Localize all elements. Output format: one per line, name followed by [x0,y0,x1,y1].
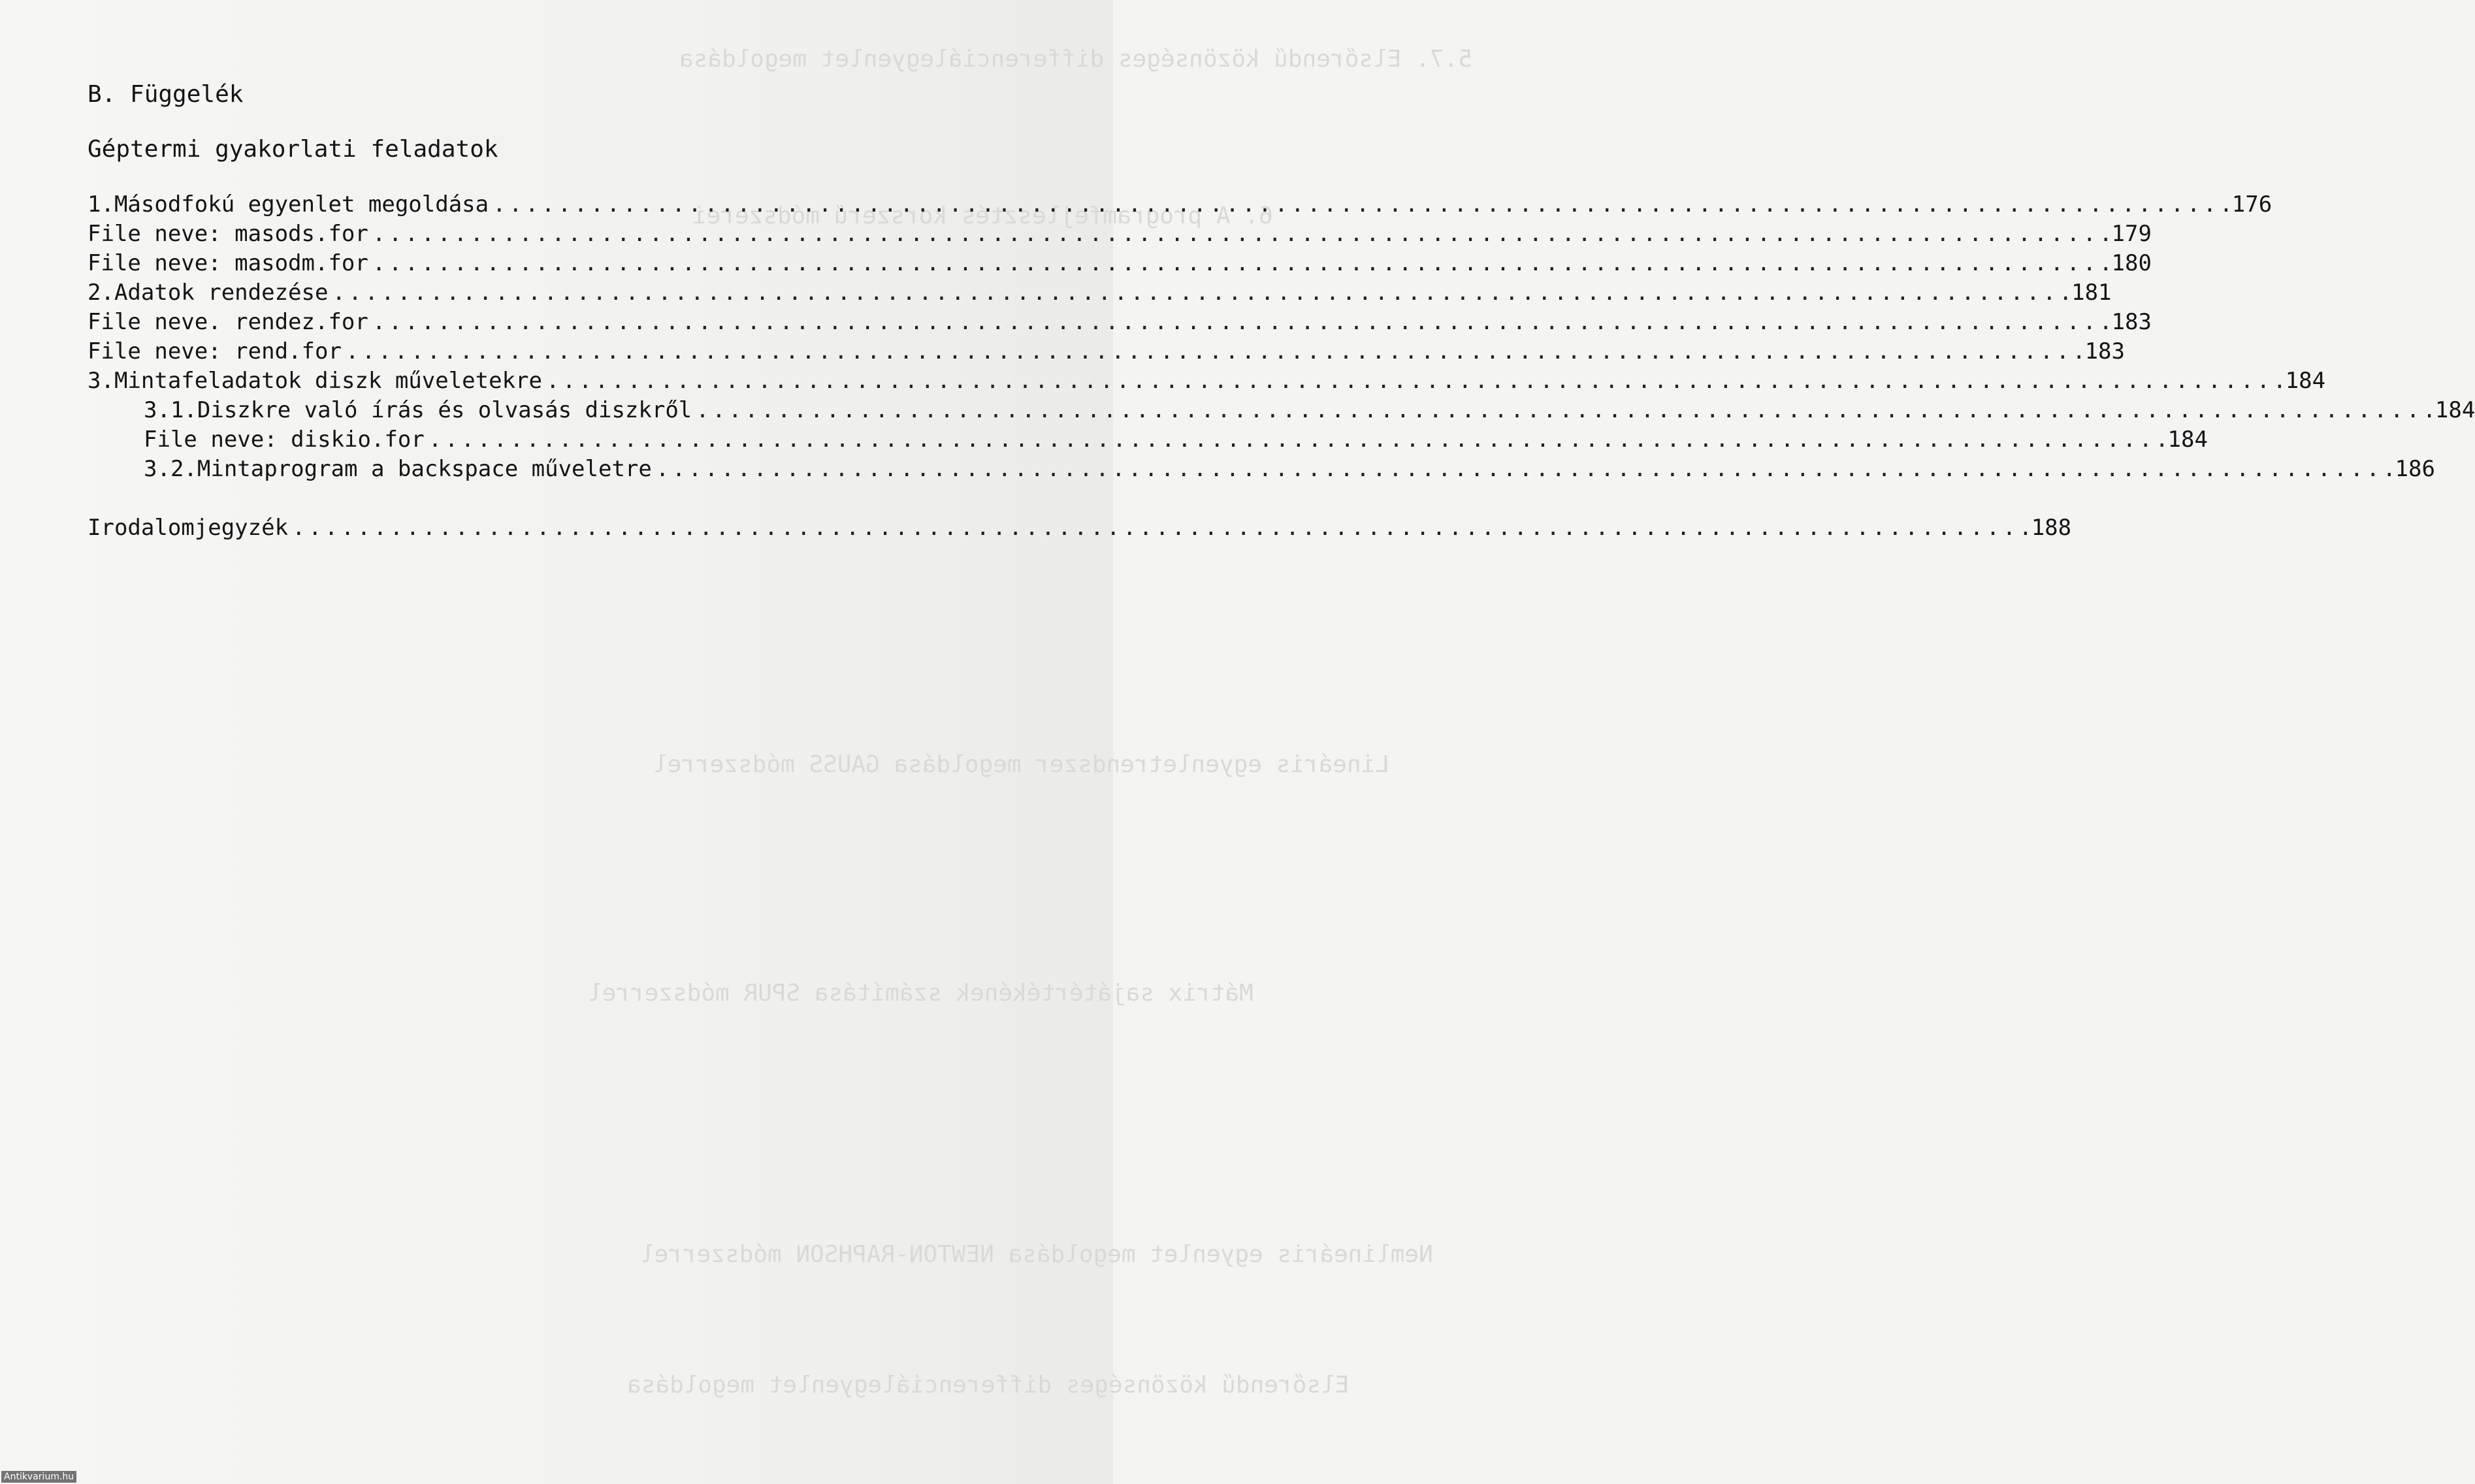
toc-title: Adatok rendezése [114,280,329,306]
leader-dots [346,336,2080,366]
leader-dots [332,278,2067,308]
leader-dots [696,395,2431,425]
toc-number: 1. [88,191,114,218]
toc-page: 181 [2071,280,2112,306]
toc-entry [88,513,2072,543]
toc-entry [88,366,2326,396]
leader-dots [372,307,2107,337]
leader-dots [546,366,2281,396]
toc-page: 188 [2031,515,2072,541]
toc-title: Mintaprogram a backspace műveletre [197,456,652,482]
toc-entry [144,454,2435,484]
leader-dots [493,189,2227,219]
leader-dots [292,513,2027,543]
toc-number: 3.1. [144,397,197,423]
appendix-title: Géptermi gyakorlati feladatok [88,136,498,163]
toc-title: File neve: masodm.for [88,250,368,276]
toc-entry [88,189,2273,219]
toc-page: 176 [2231,191,2273,218]
toc-page: 184 [2435,397,2475,423]
toc-title: File neve: diskio.for [144,427,425,453]
toc-entry [88,336,2125,366]
toc-title: File neve: masods.for [88,221,368,247]
toc-title: File neve. rendez.for [88,309,368,335]
watermark-credit: Antikvarium.hu [1,1471,76,1483]
toc-page: 179 [2111,221,2152,247]
toc-number: 2. [88,280,114,306]
toc-entry [88,248,2152,278]
toc-page: 184 [2167,427,2208,453]
toc-title: Diszkre való írás és olvasás diszkről [197,397,692,423]
toc-page: 180 [2111,250,2152,276]
toc-page: 183 [2111,309,2152,335]
toc-number: 3.2. [144,456,197,482]
toc-number: 3. [88,368,114,394]
leader-dots [429,425,2163,455]
toc-entry [88,278,2112,308]
toc-entry [144,425,2208,455]
leader-dots [372,248,2107,278]
toc-title: Másodfokú egyenlet megoldása [114,191,489,218]
toc-title: File neve: rend.for [88,338,342,364]
toc-entry [88,307,2152,337]
toc-page: 186 [2395,456,2435,482]
leader-dots [656,454,2391,484]
toc-title: Mintafeladatok diszk műveletekre [114,368,542,394]
toc-page: 184 [2285,368,2326,394]
toc-page: 183 [2084,338,2125,364]
leader-dots [372,219,2107,249]
toc-title: Irodalomjegyzék [88,515,289,541]
toc-entry [144,395,2475,425]
appendix-label: B. Függelék [88,81,244,108]
show-through-text: 5.7. Elsőrendű közönséges differenciálegyenlet megoldása 6. A programfejlesztés korszerű módszerei Lineáris egyenletrendszer megoldása GAUSS módszerrel Mátrix sajátértékének számítása SPUR módszerrel Nemlineáris egyenlet megoldása NEWTON-RAPHSON módszerrel Elsőrendű közönséges differenciálegyenlet megoldása [588,46,1472,1398]
toc-entry [88,219,2152,249]
